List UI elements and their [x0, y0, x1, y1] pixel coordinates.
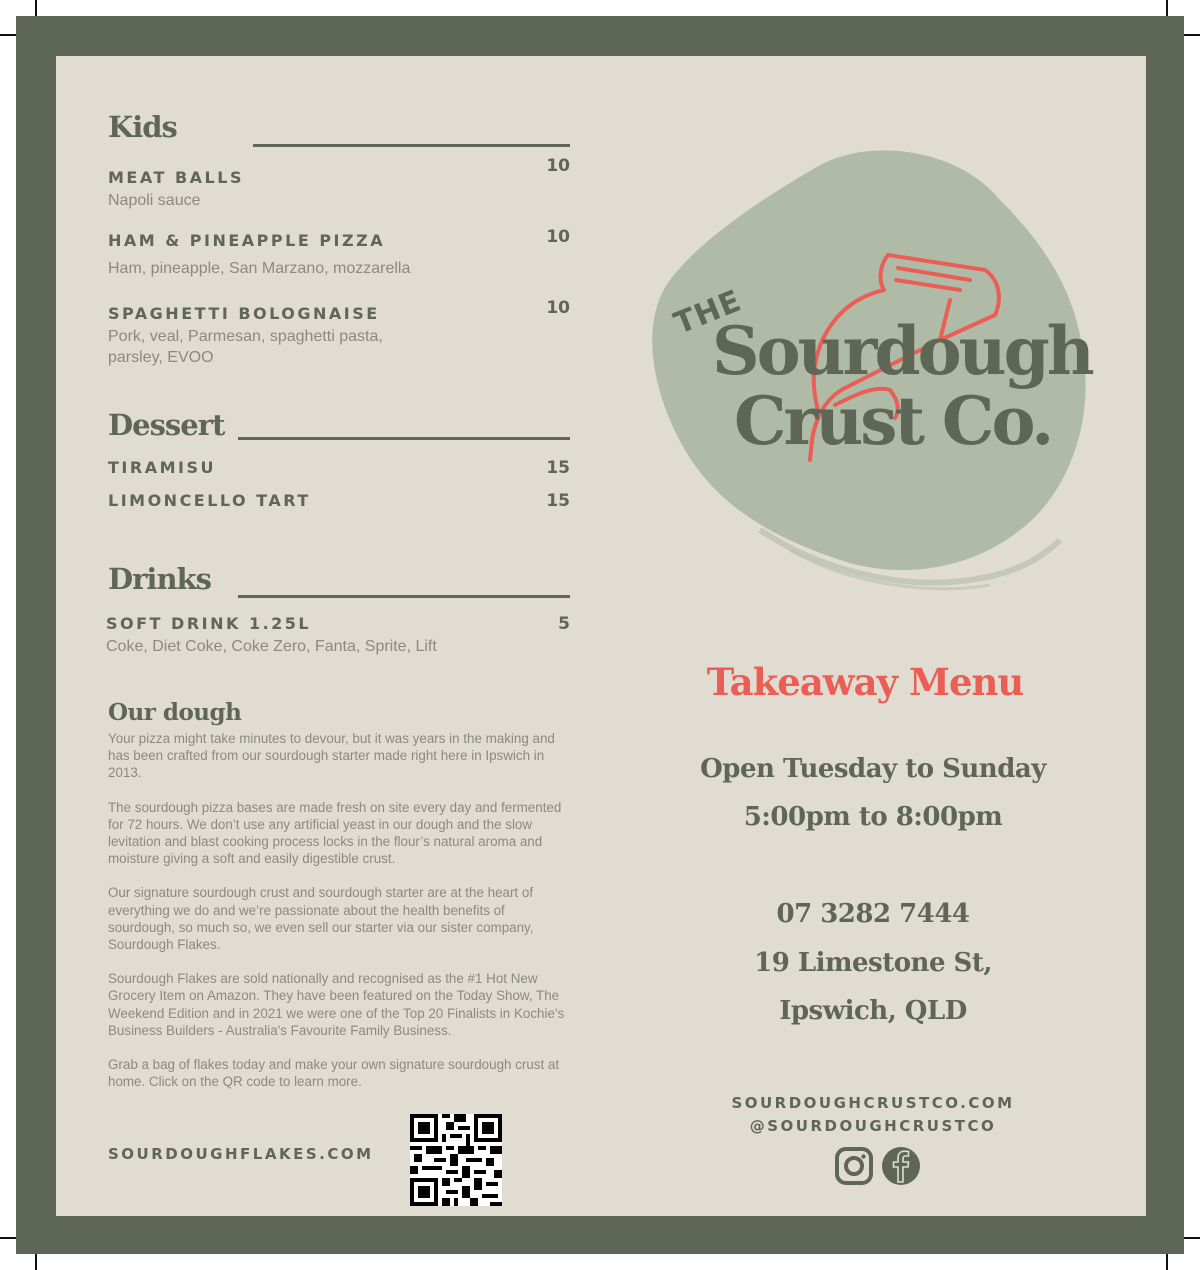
crop-mark	[1184, 34, 1200, 36]
item-name: TIRAMISU	[108, 458, 216, 477]
item-desc: Napoli sauce	[108, 192, 201, 209]
logo-crust-co: Crust Co.	[734, 382, 1052, 460]
menu-item	[108, 227, 570, 279]
address-street: 19 Limestone St,	[754, 948, 992, 978]
section-drinks-header	[108, 562, 570, 602]
menu-item	[106, 614, 570, 657]
dough-paragraph: Grab a bag of flakes today and make your own signature sourdough crust at home. Click on the QR code to learn more.	[108, 1057, 560, 1090]
dough-paragraph: Sourdough Flakes are sold nationally and recognised as the #1 Hot New Grocery Item on Amazon. They have been featured on the Today Show, The Weekend Edition and in 2021 we were one of the Top 20 Finalists in Kochie's Business Builders - Australia's Favourite Family Business.	[108, 971, 565, 1038]
crop-mark	[0, 34, 16, 36]
section-rule	[238, 437, 570, 440]
item-desc: Ham, pineapple, San Marzano, mozzarella	[108, 260, 411, 277]
item-price: 15	[546, 458, 570, 478]
menu-right-column	[600, 56, 1146, 1216]
dough-paragraph: Our signature sourdough crust and sourdough starter are at the heart of everything we do and we’re passionate about the health benefits of sourdough, so much so, we even sell our starter via our sister company, Sourdough Flakes.	[108, 885, 534, 953]
instagram-icon[interactable]	[834, 1146, 874, 1186]
menu-item	[108, 156, 570, 211]
section-title: Dessert	[108, 408, 225, 442]
crop-mark	[1184, 1237, 1200, 1239]
social-icons	[834, 1146, 924, 1186]
dough-paragraph: Your pizza might take minutes to devour, but it was years in the making and has been crafted from our sourdough starter made right here in Ipswich in 2013.	[108, 731, 555, 781]
item-name: SOFT DRINK 1.25L	[106, 614, 312, 633]
section-kids-header	[108, 110, 570, 150]
item-price: 10	[546, 298, 570, 318]
menu-item	[108, 491, 570, 510]
section-dessert-header	[108, 408, 570, 448]
crop-mark	[35, 0, 37, 16]
crop-mark	[35, 1254, 37, 1270]
menu-item	[108, 458, 570, 477]
facebook-icon[interactable]	[881, 1146, 921, 1186]
logo-the: THE	[669, 283, 747, 342]
section-title: Kids	[108, 110, 177, 144]
item-name: MEAT BALLS	[108, 168, 244, 187]
item-price: 10	[546, 156, 570, 176]
dough-text	[108, 730, 570, 1090]
section-rule	[253, 144, 570, 147]
item-name: SPAGHETTI BOLOGNAISE	[108, 304, 380, 323]
phone-number[interactable]: 07 3282 7444	[776, 899, 970, 929]
item-name: HAM & PINEAPPLE PIZZA	[108, 231, 386, 250]
item-price: 10	[546, 227, 570, 247]
opening-hours: 5:00pm to 8:00pm	[743, 802, 1003, 832]
dough-title: Our dough	[108, 699, 242, 726]
crop-mark	[0, 1237, 16, 1239]
sourdoughflakes-link[interactable]: SOURDOUGHFLAKES.COM	[108, 1145, 374, 1163]
crop-mark	[1166, 0, 1168, 16]
menu-item	[108, 298, 570, 368]
item-desc: Pork, veal, Parmesan, spaghetti pasta, parsley, EVOO	[108, 328, 383, 366]
qr-code[interactable]	[410, 1114, 502, 1206]
website-link[interactable]: SOURDOUGHCRUSTCO.COM	[731, 1094, 1015, 1112]
address-city: Ipswich, QLD	[779, 996, 967, 1026]
section-title: Drinks	[108, 562, 211, 596]
social-handle[interactable]: @SOURDOUGHCRUSTCO	[749, 1117, 997, 1135]
menu-left-column	[108, 110, 570, 1107]
item-price: 5	[558, 614, 570, 634]
logo-sourdough: Sourdough	[712, 312, 1092, 390]
item-name: LIMONCELLO TART	[108, 491, 311, 510]
crop-mark	[1166, 1254, 1168, 1270]
takeaway-title: Takeaway Menu	[706, 660, 1024, 704]
opening-days: Open Tuesday to Sunday	[700, 754, 1046, 784]
dough-paragraph: The sourdough pizza bases are made fresh on site every day and fermented for 72 hours. We don’t use any artificial yeast in our dough and the slow levitation and blast cooking process locks in the flour’s natural aroma and moisture giving a soft and easily digestible crust.	[108, 799, 562, 867]
item-desc: Coke, Diet Coke, Coke Zero, Fanta, Sprite, Lift	[106, 638, 437, 655]
item-price: 15	[546, 491, 570, 511]
section-rule	[238, 595, 570, 598]
